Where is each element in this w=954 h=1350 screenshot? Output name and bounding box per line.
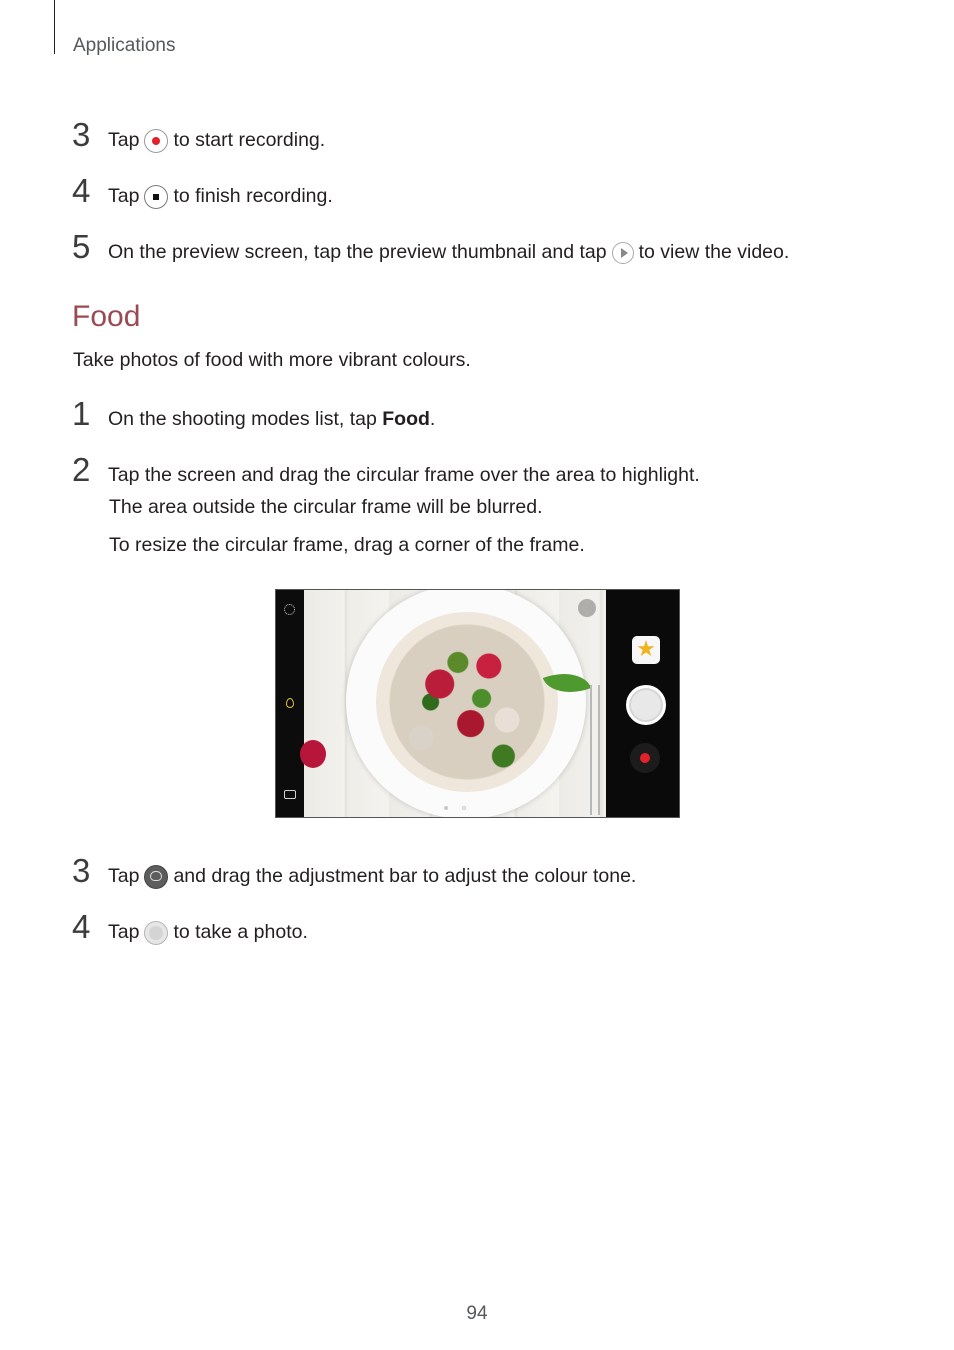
section-title: Food xyxy=(72,300,141,333)
radish-image xyxy=(300,740,326,768)
step-text-pre: On the preview screen, tap the preview thumbnail and tap xyxy=(108,241,607,263)
step-number: 5 xyxy=(72,228,91,265)
salad-image xyxy=(376,612,558,792)
fork-image xyxy=(590,685,600,815)
camera-right-toolbar xyxy=(606,590,679,817)
step-text-pre: On the shooting modes list, tap xyxy=(108,408,383,430)
page-indicator-dot xyxy=(462,806,466,810)
section-intro: Take photos of food with more vibrant colours. xyxy=(73,349,471,371)
header-rule xyxy=(54,0,55,54)
shutter-icon xyxy=(144,921,168,945)
step-text-pre: Tap xyxy=(108,185,140,207)
step-number: 3 xyxy=(72,852,91,889)
camera-left-toolbar xyxy=(276,590,304,817)
step-number: 3 xyxy=(72,116,91,153)
step-text-pre: Tap xyxy=(108,865,140,887)
running-title: Applications xyxy=(73,35,176,56)
palette-icon xyxy=(144,865,168,889)
page-indicator-dot xyxy=(444,806,448,810)
gear-icon xyxy=(284,604,295,615)
step-text-bold: Food xyxy=(382,408,430,430)
palette-icon xyxy=(578,599,596,617)
shutter-button-icon xyxy=(626,685,666,725)
step-text xyxy=(108,129,325,153)
record-icon xyxy=(144,129,168,153)
step-text xyxy=(108,921,308,945)
step-take-photo xyxy=(72,910,308,945)
step-number: 4 xyxy=(72,172,91,209)
step-number: 2 xyxy=(72,451,91,488)
step-text xyxy=(108,241,789,264)
step-text xyxy=(108,408,435,431)
record-button-icon xyxy=(630,743,660,773)
step-text-post: to start recording. xyxy=(173,129,326,151)
camera-switch-icon xyxy=(284,790,296,799)
play-icon xyxy=(612,242,634,264)
step-text xyxy=(108,185,333,209)
step-note: The area outside the circular frame will be blurred. xyxy=(109,496,543,518)
step-text xyxy=(108,865,636,889)
step-select-food xyxy=(72,397,435,431)
drop-icon xyxy=(286,698,294,708)
step-text: Tap the screen and drag the circular frame over the area to highlight. xyxy=(108,464,700,486)
step-drag-frame xyxy=(72,453,700,487)
step-note: To resize the circular frame, drag a corner of the frame. xyxy=(109,534,585,556)
step-text-post: to take a photo. xyxy=(173,921,308,943)
food-star-icon: ★ xyxy=(632,636,660,664)
page-number: 94 xyxy=(466,1303,488,1324)
camera-screenshot xyxy=(275,589,680,818)
stop-icon xyxy=(144,185,168,209)
step-start-recording xyxy=(72,118,325,153)
step-colour-tone xyxy=(72,854,636,889)
step-text-post: to finish recording. xyxy=(173,185,333,207)
step-text-post: . xyxy=(429,408,436,430)
step-text-post: to view the video. xyxy=(638,241,790,263)
step-number: 4 xyxy=(72,908,91,945)
step-finish-recording xyxy=(72,174,333,209)
step-number: 1 xyxy=(72,395,91,432)
step-text-pre: Tap xyxy=(108,921,140,943)
camera-viewfinder xyxy=(304,590,606,817)
step-view-video xyxy=(72,230,789,264)
step-text-pre: Tap xyxy=(108,129,140,151)
step-text-post: and drag the adjustment bar to adjust the colour tone. xyxy=(173,865,637,887)
